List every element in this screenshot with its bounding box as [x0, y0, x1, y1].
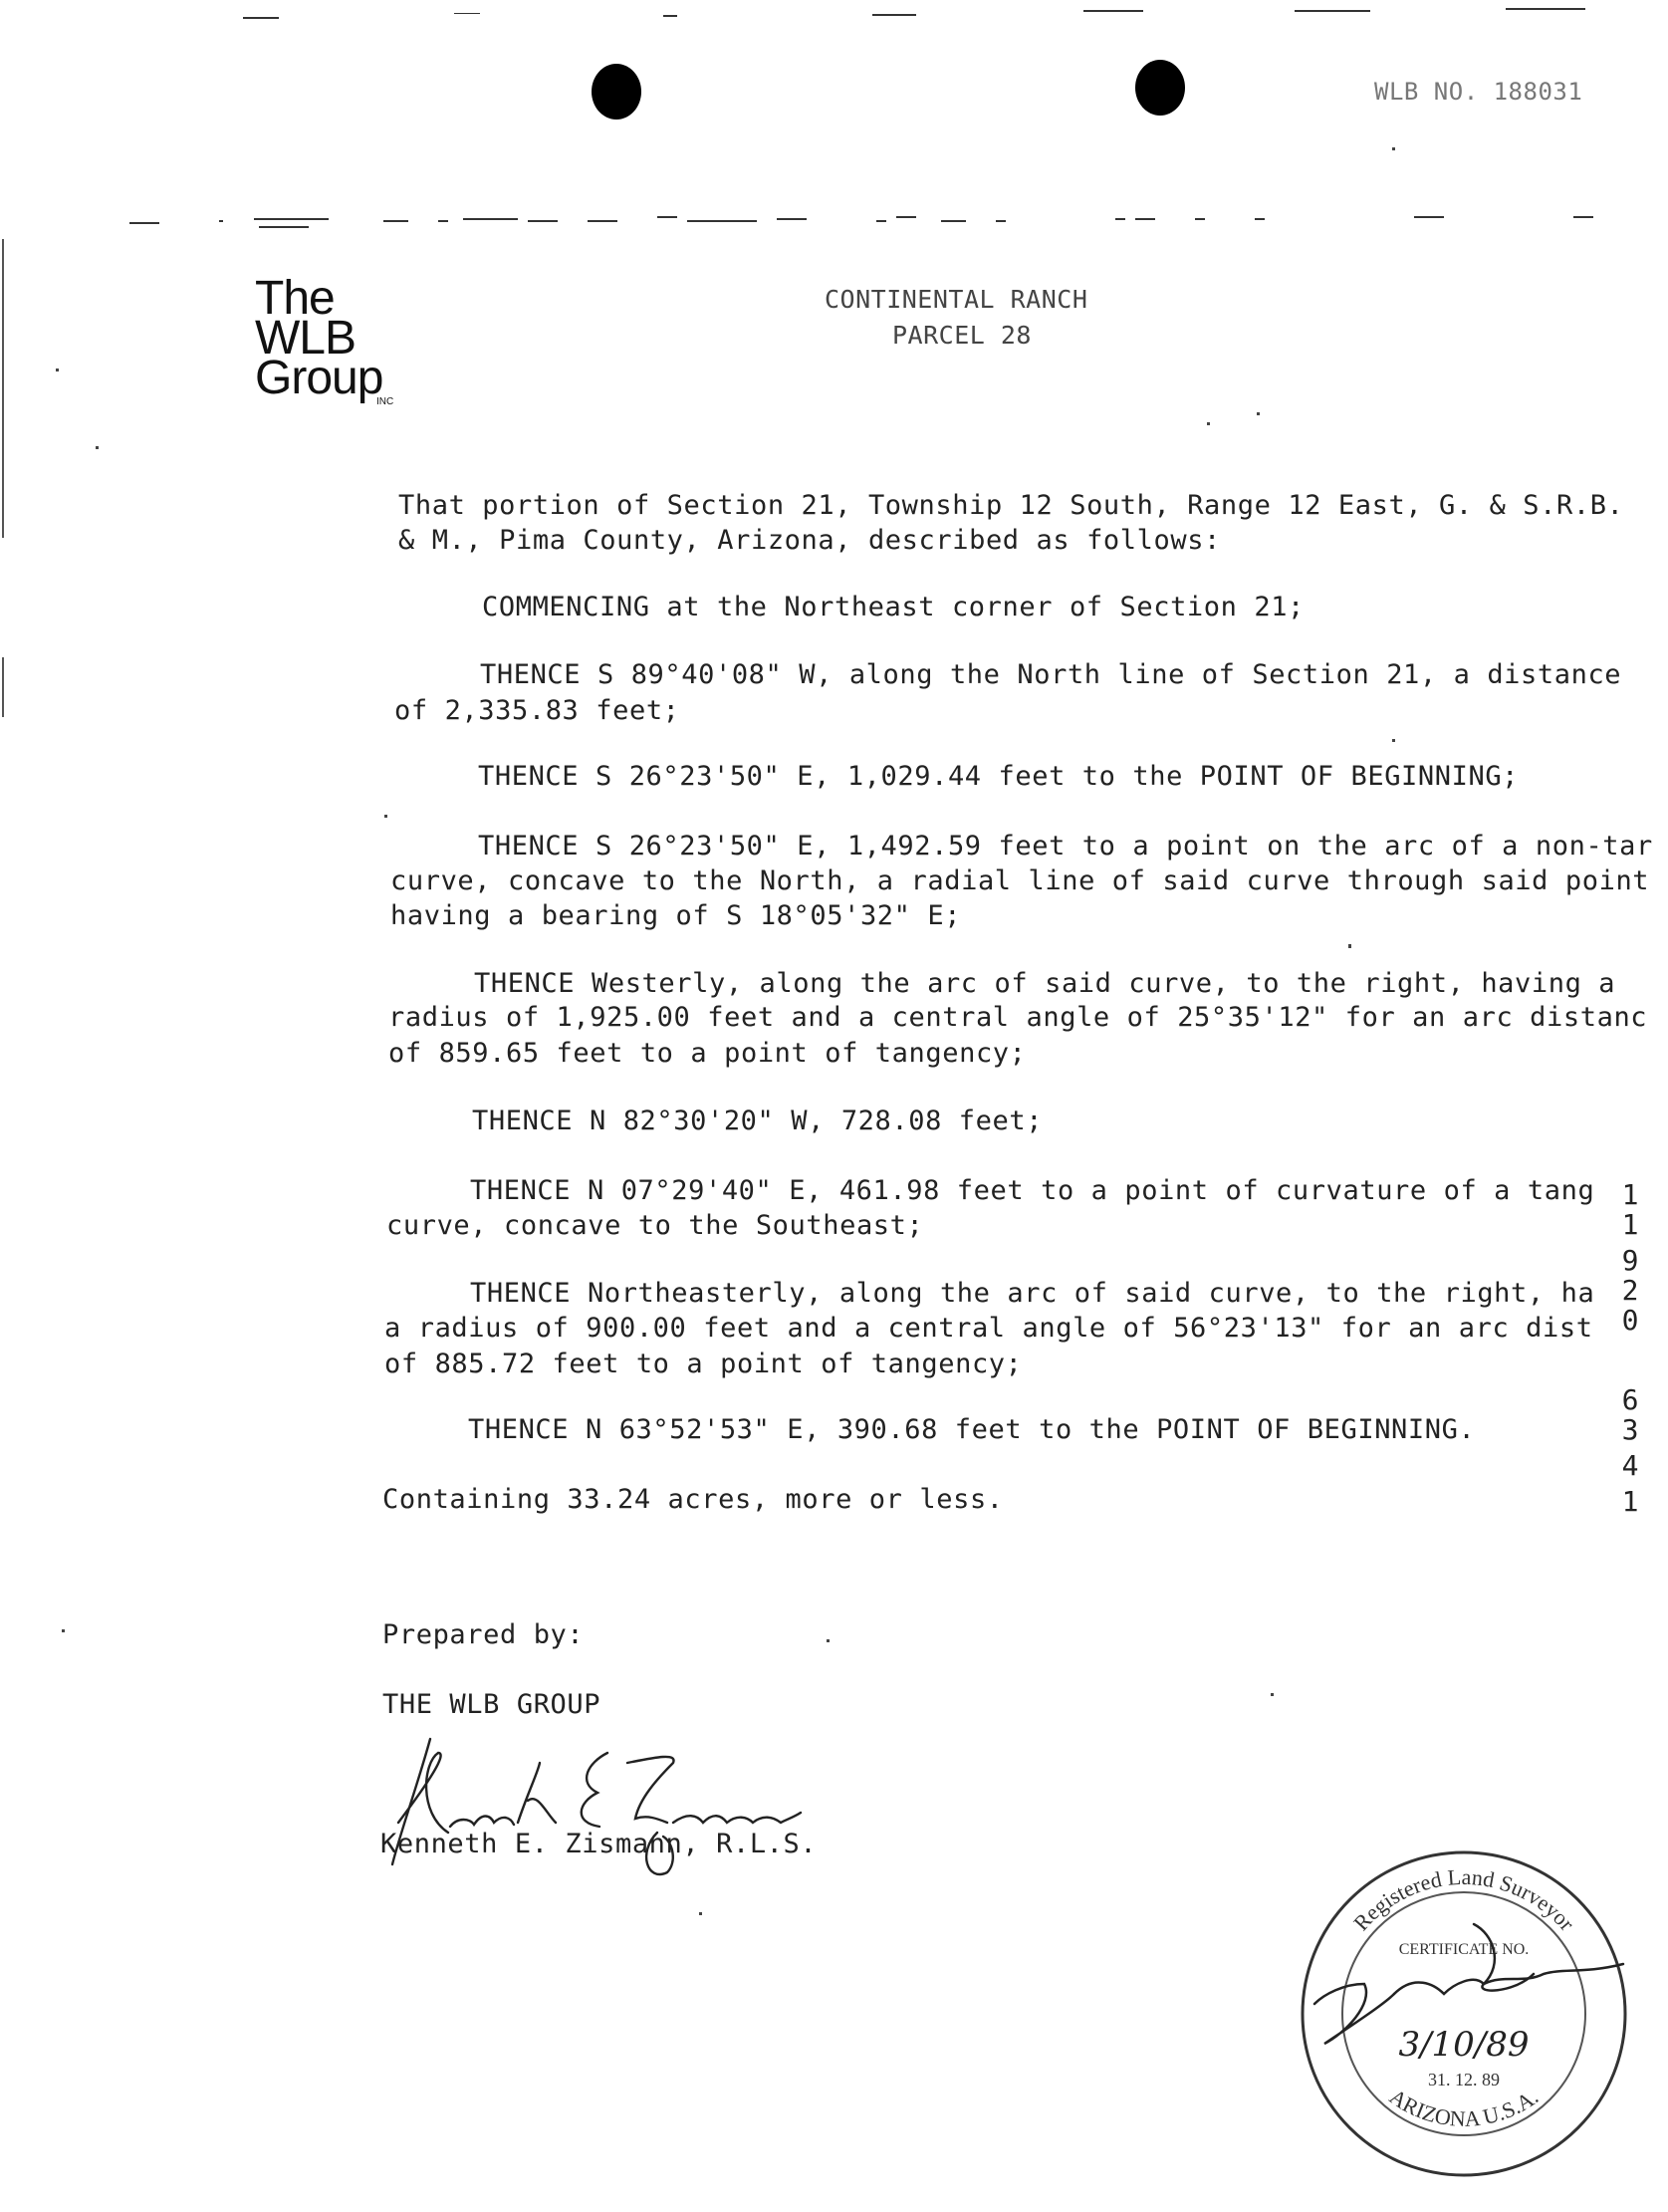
body-line: THENCE S 26°23'50" E, 1,492.59 feet to a point on the arc of a non-tar — [478, 831, 1653, 861]
logo-inc: INC — [376, 396, 394, 407]
scan-speck — [384, 815, 387, 818]
margin-number-digit: 4 — [1621, 1449, 1639, 1482]
scan-speck — [1271, 1693, 1274, 1696]
logo-line-wlb: WLB — [255, 312, 357, 365]
document-title-line2: PARCEL 28 — [892, 321, 1032, 350]
body-line: THENCE Northeasterly, along the arc of said curve, to the right, ha — [470, 1278, 1595, 1309]
margin-number-digit: 1 — [1621, 1485, 1639, 1518]
seal-middle-text: CERTIFICATE NO. — [1398, 1941, 1530, 1958]
punch-hole-left — [592, 64, 641, 120]
scan-noise-line — [119, 207, 1613, 237]
scan-artifact — [454, 13, 480, 14]
body-line: of 859.65 feet to a point of tangency; — [388, 1038, 1027, 1069]
margin-number-digit: 1 — [1621, 1208, 1639, 1241]
logo-line-group: Group — [255, 352, 383, 404]
body-line: having a bearing of S 18°05'32" E; — [390, 900, 962, 931]
body-line: of 2,335.83 feet; — [394, 695, 680, 726]
body-line: THENCE N 63°52'53" E, 390.68 feet to the POINT OF BEGINNING. — [468, 1414, 1476, 1445]
scan-speck — [1257, 412, 1260, 415]
margin-number-digit: 6 — [1621, 1383, 1639, 1416]
body-line: COMMENCING at the Northeast corner of Section 21; — [482, 592, 1305, 622]
body-line: radius of 1,925.00 feet and a central angle of 25°35'12" for an arc distanc — [388, 1002, 1648, 1033]
body-line: of 885.72 feet to a point of tangency; — [384, 1349, 1023, 1379]
seal-date: 3/10/89 — [1398, 2025, 1530, 2065]
margin-number-digit: 2 — [1621, 1274, 1639, 1307]
body-line: & M., Pima County, Arizona, described as follows: — [398, 525, 1221, 556]
doc-number: WLB NO. 188031 — [1374, 78, 1583, 106]
scan-speck — [96, 446, 99, 449]
margin-number-digit: 9 — [1621, 1244, 1639, 1277]
body-line: THENCE S 89°40'08" W, along the North line of Section 21, a distance — [480, 659, 1622, 690]
scan-artifact — [872, 14, 916, 16]
scan-speck — [62, 1629, 65, 1632]
scan-speck — [56, 369, 59, 371]
scan-artifact — [243, 17, 279, 19]
body-line: THENCE Westerly, along the arc of said curve, to the right, having a — [474, 968, 1616, 999]
logo-line-the: The — [255, 272, 335, 325]
scan-artifact — [1295, 10, 1370, 12]
scan-artifact — [1506, 8, 1585, 10]
body-line: curve, concave to the North, a radial line of said curve through said point — [390, 865, 1650, 896]
scan-speck — [1392, 147, 1395, 150]
signer-name: Kenneth E. Zismann, R.L.S. — [380, 1829, 818, 1859]
document-title-line1: CONTINENTAL RANCH — [825, 285, 1088, 314]
scan-speck — [1392, 739, 1395, 742]
punch-hole-right — [1135, 60, 1185, 116]
scan-artifact — [1083, 10, 1143, 12]
wlb-logo — [255, 272, 394, 407]
body-line: THENCE N 07°29'40" E, 461.98 feet to a point of curvature of a tang — [470, 1175, 1595, 1206]
company-name: THE WLB GROUP — [382, 1689, 601, 1720]
scan-speck — [1348, 944, 1351, 948]
scan-speck — [699, 1912, 702, 1915]
margin-number-digit: 3 — [1621, 1413, 1639, 1446]
prepared-by-label: Prepared by: — [382, 1619, 585, 1650]
scan-edge-mark — [2, 239, 4, 538]
scan-speck — [1207, 422, 1210, 425]
body-line: a radius of 900.00 feet and a central angle of 56°23'13" for an arc dist — [384, 1313, 1593, 1344]
surveyor-seal-stamp — [1285, 1835, 1643, 2193]
body-line: THENCE N 82°30'20" W, 728.08 feet; — [472, 1106, 1044, 1136]
scan-edge-mark — [2, 657, 4, 717]
seal-expires: 31. 12. 89 — [1428, 2070, 1500, 2089]
scan-speck — [827, 1639, 830, 1642]
seal-top-text: Registered Land Surveyor — [1348, 1863, 1580, 1936]
body-line: THENCE S 26°23'50" E, 1,029.44 feet to the POINT OF BEGINNING; — [478, 761, 1520, 792]
margin-number-digit: 0 — [1621, 1304, 1639, 1337]
margin-number-digit: 1 — [1621, 1178, 1639, 1211]
body-line: That portion of Section 21, Township 12 South, Range 12 East, G. & S.R.B. — [398, 490, 1624, 521]
body-line: curve, concave to the Southeast; — [386, 1210, 924, 1241]
seal-bottom-text: ARIZONA U.S.A. — [1384, 2084, 1544, 2131]
scan-artifact — [663, 15, 677, 17]
body-line: Containing 33.24 acres, more or less. — [382, 1484, 1004, 1515]
